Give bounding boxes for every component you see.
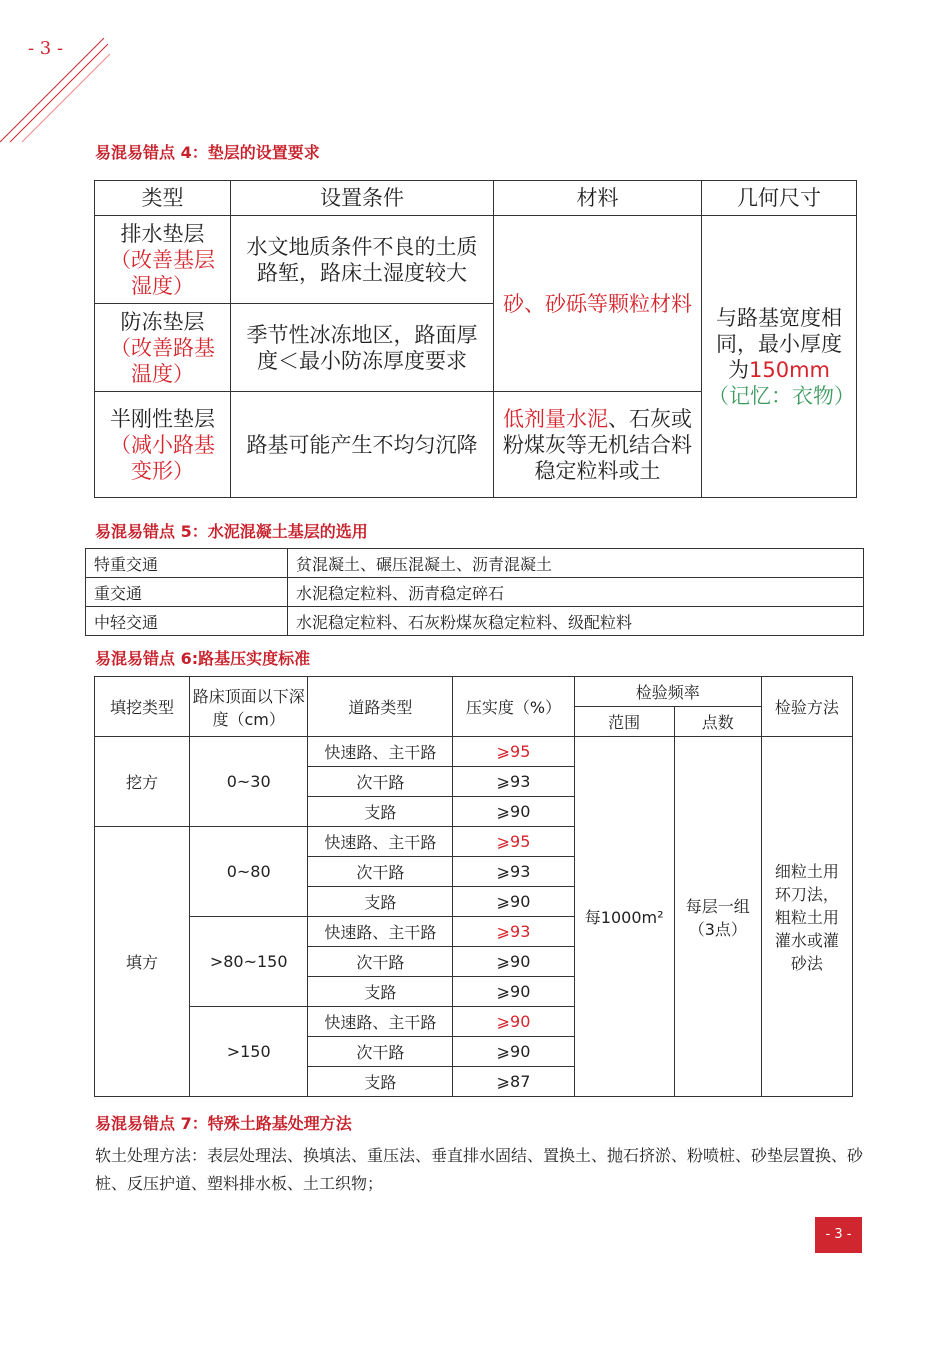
condition-cell: 路基可能产生不均匀沉降 — [231, 392, 494, 498]
size-memo: （记忆：衣物） — [708, 383, 855, 408]
material-rest: 、石灰或粉煤灰等无机结合料稳定粒料或土 — [503, 406, 692, 483]
header-material: 材料 — [494, 181, 702, 216]
section4-title: 易混易错点 4：垫层的设置要求 — [95, 143, 320, 162]
road-cell: 支路 — [308, 1067, 453, 1097]
road-cell: 次干路 — [308, 767, 453, 797]
road-cell: 次干路 — [308, 857, 453, 887]
header-frequency: 检验频率 — [574, 677, 761, 707]
header-range: 范围 — [574, 707, 674, 737]
table-row — [86, 607, 864, 636]
road-cell: 快速路、主干路 — [308, 827, 453, 857]
header-method: 检验方法 — [761, 677, 852, 737]
depth-cell: >80~150 — [190, 917, 308, 1007]
range-cell: 每1000m² — [574, 737, 674, 1097]
compaction-value: ⩾90 — [453, 977, 574, 1007]
cushion-layer-table — [94, 180, 857, 498]
table-row — [86, 578, 864, 607]
points-cell: 每层一组（3点） — [674, 737, 761, 1097]
type-cell — [95, 392, 231, 498]
condition-cell: 水文地质条件不良的土质路堑，路床土湿度较大 — [231, 216, 494, 304]
type-name: 排水垫层 — [120, 221, 205, 246]
size-text: 与路基宽度相同，最小厚度为 — [716, 305, 842, 382]
header-type: 类型 — [95, 181, 231, 216]
method-cell: 细粒土用环刀法，粗粒土用灌水或灌砂法 — [761, 737, 852, 1097]
condition-cell: 季节性冰冻地区，路面厚度＜最小防冻厚度要求 — [231, 304, 494, 392]
traffic-cell: 特重交通 — [86, 549, 288, 578]
road-cell: 快速路、主干路 — [308, 917, 453, 947]
compaction-value: ⩾90 — [453, 887, 574, 917]
traffic-cell: 中轻交通 — [86, 607, 288, 636]
type-name: 防冻垫层 — [120, 309, 205, 334]
base-selection-table — [85, 548, 864, 636]
road-cell: 支路 — [308, 797, 453, 827]
road-cell: 次干路 — [308, 1037, 453, 1067]
material-cell — [494, 392, 702, 498]
size-cell — [702, 216, 857, 498]
section5-title: 易混易错点 5：水泥混凝土基层的选用 — [95, 522, 368, 541]
fill-cell: 填方 — [95, 827, 190, 1097]
compaction-value: ⩾93 — [453, 917, 574, 947]
material-red: 低剂量水泥 — [503, 406, 608, 431]
header-points: 点数 — [674, 707, 761, 737]
table-row — [86, 549, 864, 578]
header-road-type: 道路类型 — [308, 677, 453, 737]
road-cell: 次干路 — [308, 947, 453, 977]
type-note: （减小路基变形） — [110, 432, 215, 483]
size-value: 150mm — [749, 357, 830, 382]
type-name: 半刚性垫层 — [110, 406, 215, 431]
compaction-value: ⩾87 — [453, 1067, 574, 1097]
road-cell: 快速路、主干路 — [308, 737, 453, 767]
section6-title: 易混易错点 6:路基压实度标准 — [95, 649, 311, 668]
material-cell: 水泥稳定粒料、沥青稳定碎石 — [288, 578, 864, 607]
road-cell: 快速路、主干路 — [308, 1007, 453, 1037]
soft-soil-paragraph: 软土处理方法：表层处理法、换填法、重压法、垂直排水固结、置换土、抛石挤淤、粉喷桩、砂垫层置换、砂桩、反压护道、塑料排水板、土工织物； — [95, 1146, 864, 1193]
compaction-value: ⩾90 — [453, 947, 574, 977]
page-number-badge: - 3 - — [815, 1217, 862, 1253]
material-cell: 水泥稳定粒料、石灰粉煤灰稳定粒料、级配粒料 — [288, 607, 864, 636]
section7-title: 易混易错点 7：特殊土路基处理方法 — [95, 1114, 352, 1133]
compaction-value: ⩾93 — [453, 767, 574, 797]
page-number-top: - 3 - — [28, 38, 64, 59]
header-depth: 路床顶面以下深度（cm） — [190, 677, 308, 737]
type-cell — [95, 216, 231, 304]
depth-cell: 0~30 — [190, 737, 308, 827]
header-fill-type: 填挖类型 — [95, 677, 190, 737]
road-cell: 支路 — [308, 977, 453, 1007]
cut-cell: 挖方 — [95, 737, 190, 827]
corner-decoration — [0, 0, 120, 150]
depth-cell: >150 — [190, 1007, 308, 1097]
header-size: 几何尺寸 — [702, 181, 857, 216]
type-note: （改善基层湿度） — [110, 247, 215, 298]
compaction-value: ⩾90 — [453, 1007, 574, 1037]
type-cell — [95, 304, 231, 392]
compaction-value: ⩾90 — [453, 797, 574, 827]
compaction-value: ⩾95 — [453, 827, 574, 857]
compaction-value: ⩾93 — [453, 857, 574, 887]
compaction-value: ⩾95 — [453, 737, 574, 767]
header-condition: 设置条件 — [231, 181, 494, 216]
compaction-table — [94, 676, 853, 1097]
material-cell: 砂、砂砾等颗粒材料 — [494, 216, 702, 392]
depth-cell: 0~80 — [190, 827, 308, 917]
type-note: （改善路基温度） — [110, 335, 215, 386]
compaction-value: ⩾90 — [453, 1037, 574, 1067]
header-compaction: 压实度（%） — [453, 677, 574, 737]
road-cell: 支路 — [308, 887, 453, 917]
material-cell: 贫混凝土、碾压混凝土、沥青混凝土 — [288, 549, 864, 578]
traffic-cell: 重交通 — [86, 578, 288, 607]
